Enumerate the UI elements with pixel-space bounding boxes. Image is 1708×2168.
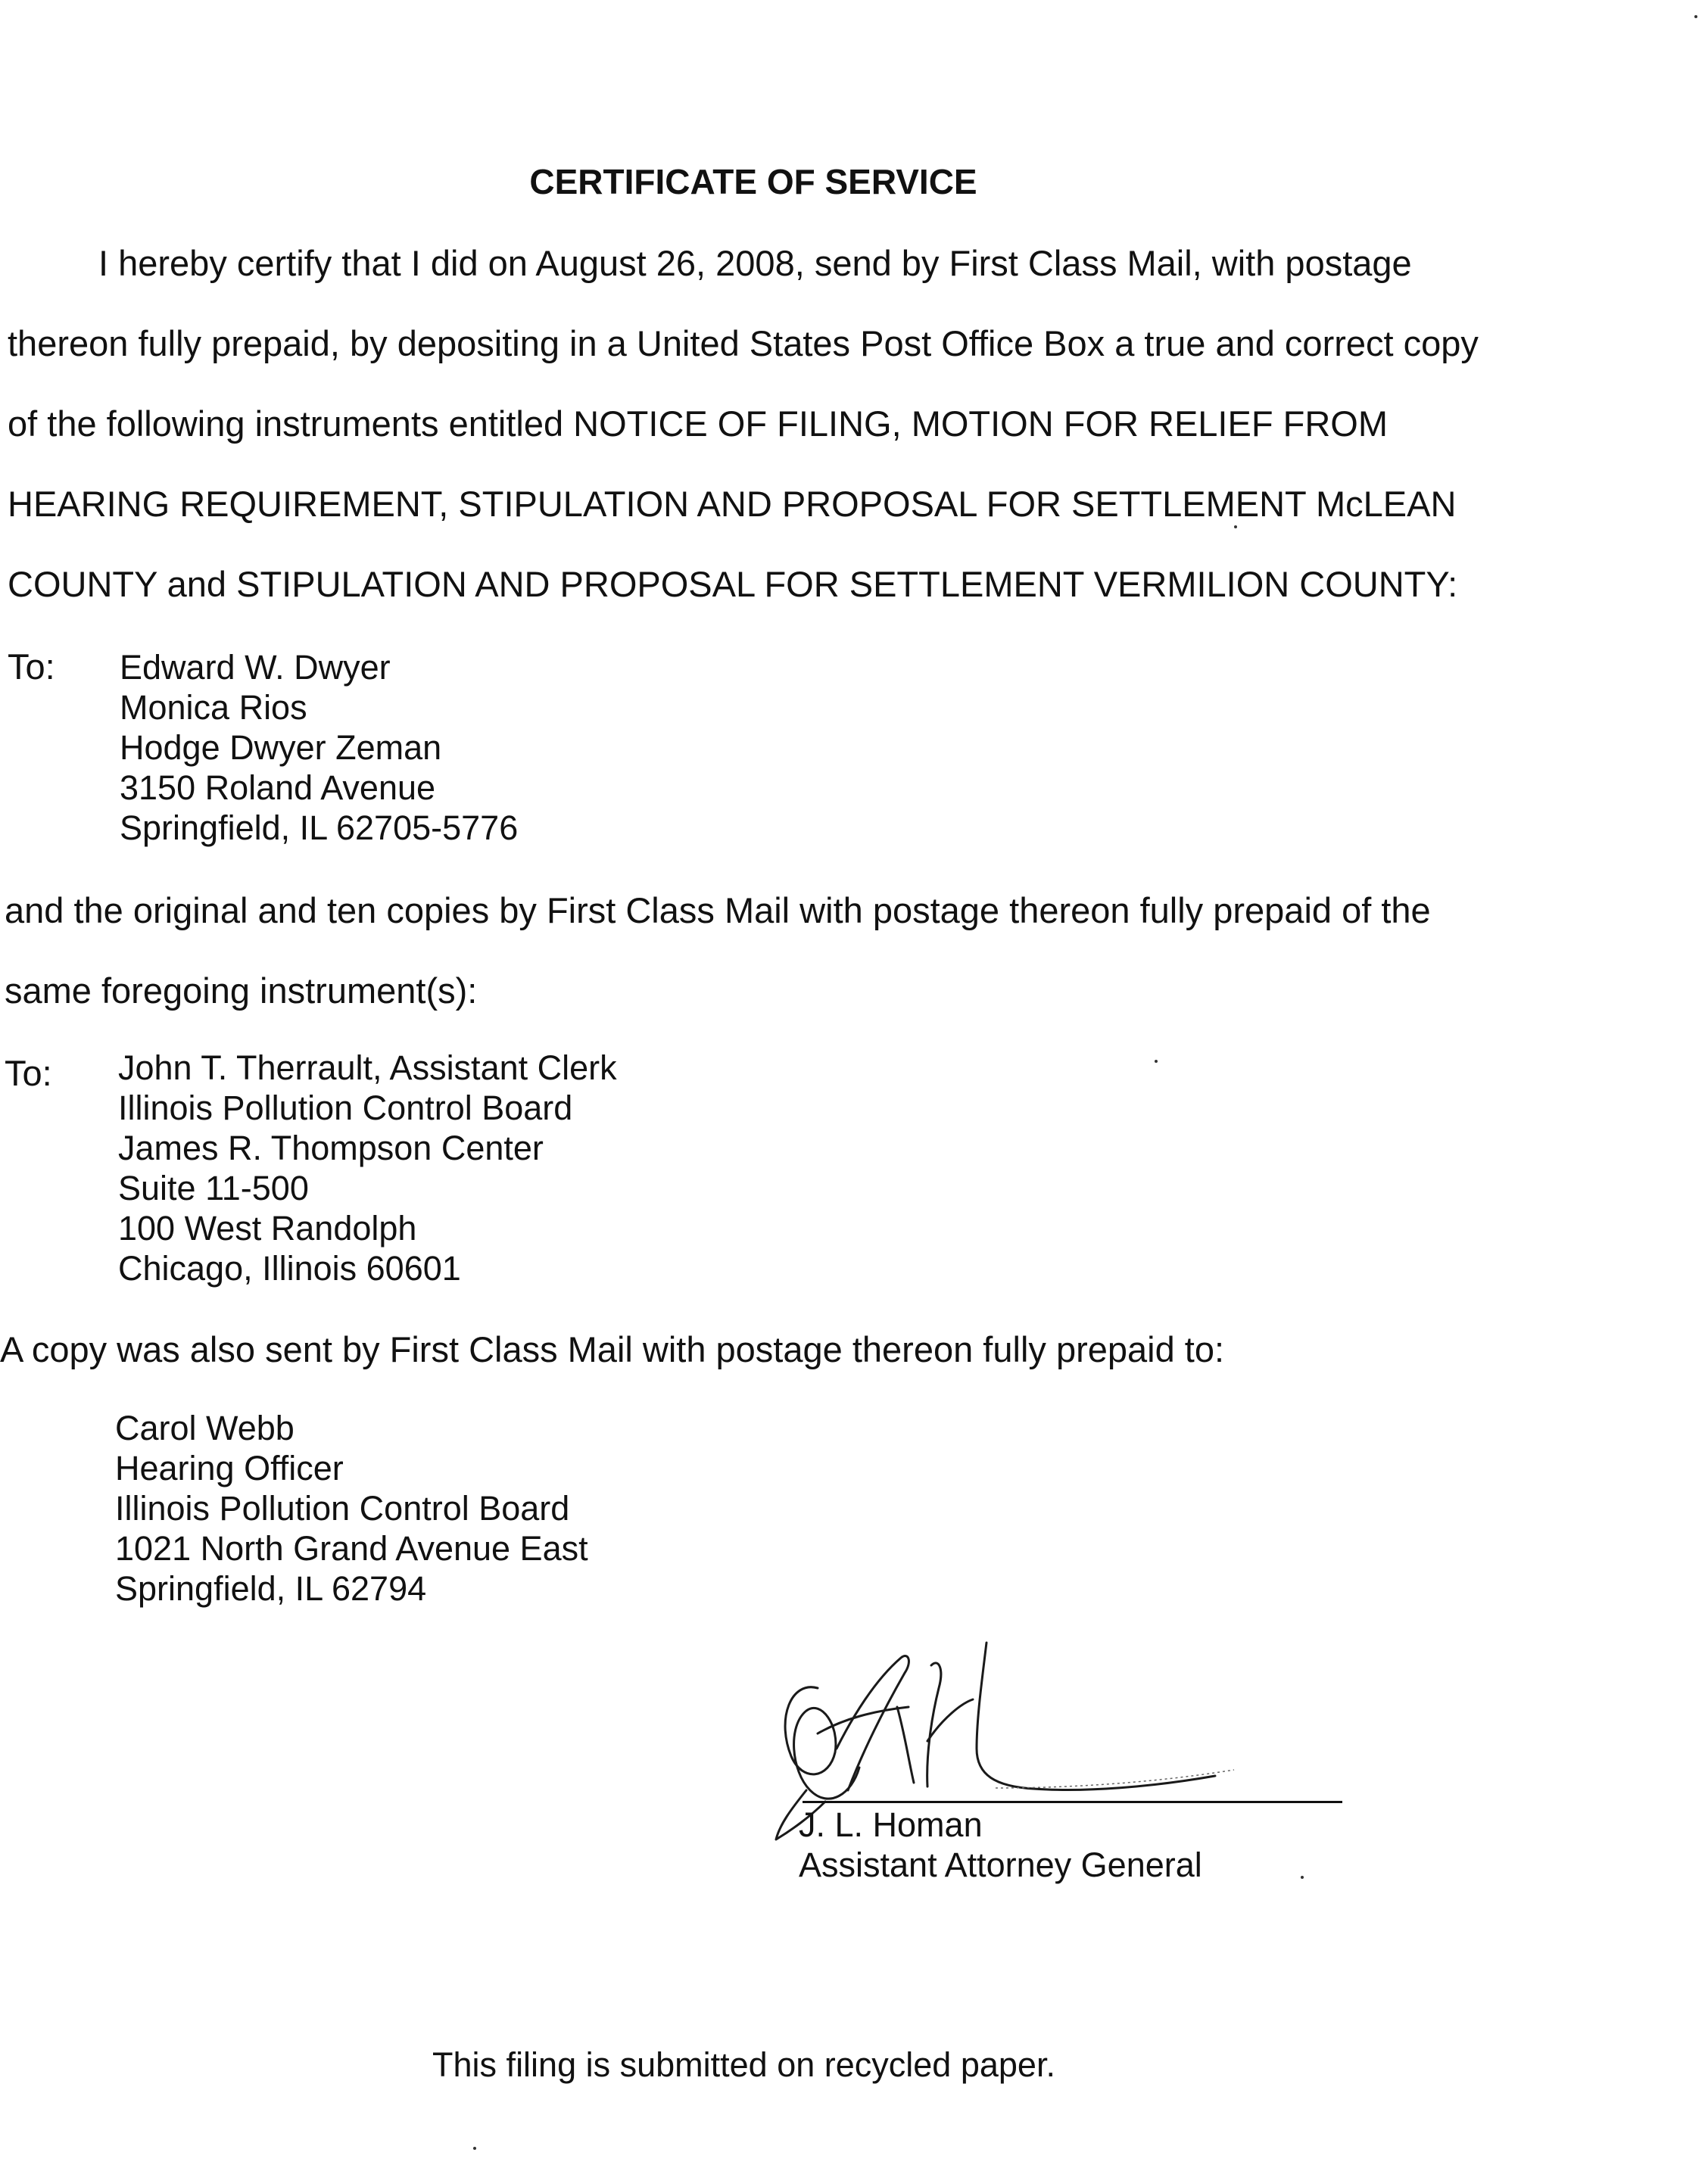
address-line: Carol Webb [115, 1409, 295, 1447]
scan-speck [473, 2147, 476, 2150]
paragraph-line: HEARING REQUIREMENT, STIPULATION AND PROPOSAL FOR SETTLEMENT McLEAN [8, 484, 1457, 524]
signature-line [803, 1801, 1342, 1803]
copy-sent-paragraph: A copy was also sent by First Class Mail with postage thereon fully prepaid to: [0, 1329, 1225, 1369]
scan-speck [1301, 1876, 1304, 1879]
to-label: To: [5, 1053, 52, 1093]
address-line: Illinois Pollution Control Board [115, 1489, 570, 1528]
signer-name: J. L. Homan [799, 1805, 983, 1844]
address-line: Springfield, IL 62705-5776 [120, 808, 519, 847]
paragraph-line: and the original and ten copies by First Class Mail with postage thereon fully prepaid of the [5, 890, 1431, 930]
address-line: Illinois Pollution Control Board [118, 1089, 573, 1127]
address-line: 3150 Roland Avenue [120, 768, 436, 807]
recycled-paper-note: This filing is submitted on recycled paper. [432, 2045, 1055, 2084]
address-line: James R. Thompson Center [118, 1129, 544, 1167]
paragraph-line: thereon fully prepaid, by depositing in a United States Post Office Box a true and correct copy [8, 323, 1479, 363]
paragraph-line: COUNTY and STIPULATION AND PROPOSAL FOR SETTLEMENT VERMILION COUNTY: [8, 564, 1458, 604]
address-line: Suite 11-500 [118, 1169, 309, 1207]
address-line: 100 West Randolph [118, 1209, 417, 1248]
to-label: To: [8, 646, 55, 687]
scan-speck [1155, 1060, 1158, 1063]
signer-title: Assistant Attorney General [799, 1846, 1202, 1884]
scan-speck [1694, 15, 1697, 18]
address-line: Hearing Officer [115, 1449, 344, 1487]
paragraph-line: I hereby certify that I did on August 26, 2008, send by First Class Mail, with postage [98, 243, 1412, 283]
address-line: Monica Rios [120, 688, 307, 727]
address-line: Springfield, IL 62794 [115, 1569, 427, 1608]
scan-speck [1234, 525, 1237, 528]
address-line: Edward W. Dwyer [120, 648, 391, 687]
address-line: Hodge Dwyer Zeman [120, 728, 442, 767]
paragraph-line: same foregoing instrument(s): [5, 970, 478, 1011]
address-line: 1021 North Grand Avenue East [115, 1529, 588, 1568]
signer-block [799, 1805, 1202, 1885]
address-line: John T. Therrault, Assistant Clerk [118, 1048, 617, 1087]
address-block [120, 647, 518, 848]
paragraph-line: of the following instruments entitled NOTICE OF FILING, MOTION FOR RELIEF FROM [8, 403, 1388, 444]
document-title: CERTIFICATE OF SERVICE [529, 162, 977, 201]
address-line: Chicago, Illinois 60601 [118, 1249, 461, 1288]
address-block [118, 1048, 617, 1288]
recipient-block-3 [115, 1408, 588, 1609]
